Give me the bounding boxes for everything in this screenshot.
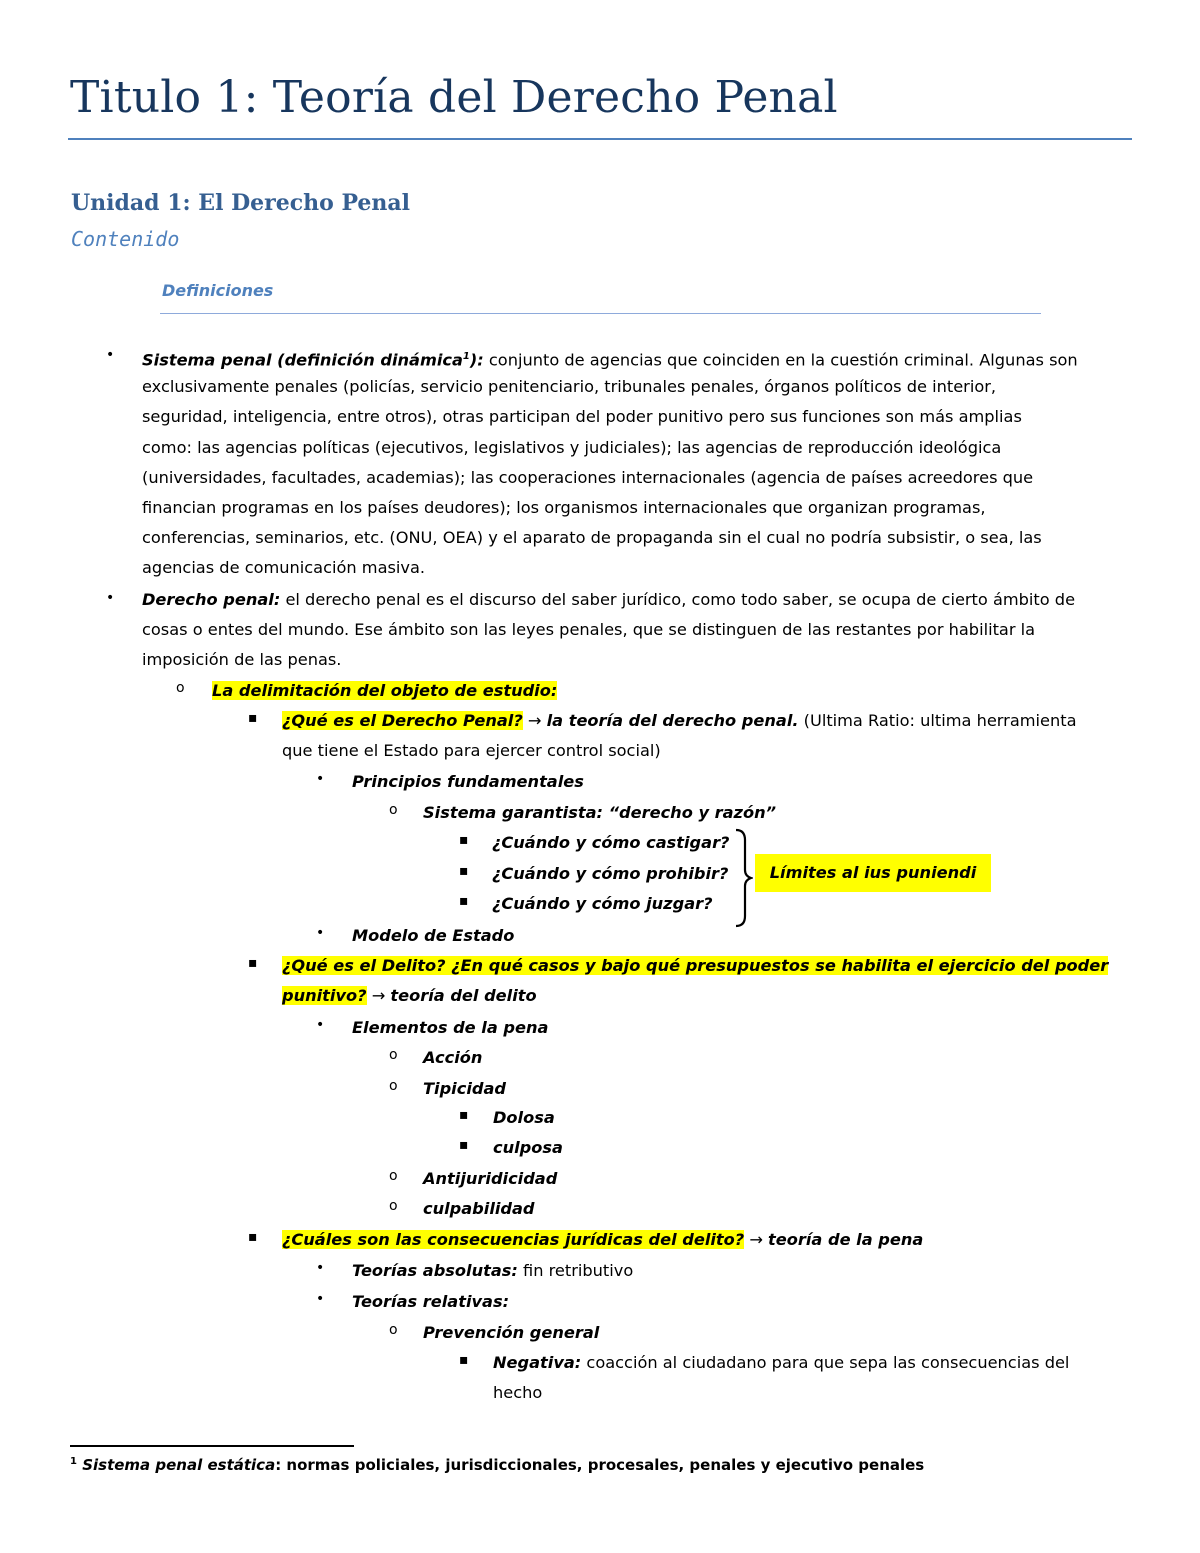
item-negativa: [493, 1348, 1069, 1378]
heading-definiciones: Definiciones: [162, 281, 274, 300]
arrow-icon: →: [366, 986, 391, 1005]
text-line: el derecho penal es el discurso del saber jurídico, como todo saber, se ocupa de cierto ámbito de: [280, 590, 1076, 609]
title-underline: [68, 138, 1132, 140]
bullet-circle: o: [389, 1322, 398, 1338]
term-sistema-penal-end: ):: [469, 350, 484, 370]
absolutas-term: Teorías absolutas:: [352, 1261, 518, 1280]
text-line: agencias de comunicación masiva.: [142, 558, 426, 578]
item-q1: [282, 706, 1077, 736]
bullet-square: ▪: [248, 710, 258, 726]
bullet-disc: •: [316, 1260, 325, 1276]
text-line: cosas o entes del mundo. Ese ámbito son las leyes penales, que se distinguen de las restantes por habilitar la: [142, 620, 1036, 640]
text-line: financian programas en los países deudores); los organismos internacionales que organizan programas,: [142, 497, 986, 517]
footnote-text: : normas policiales, jurisdiccionales, procesales, penales y ejecutivo penales: [275, 1456, 925, 1474]
bullet-circle: o: [389, 1047, 398, 1063]
item-prevencion: Prevención general: [423, 1323, 600, 1342]
text-line: (universidades, facultades, academias); las cooperaciones internacionales (agencia de países acreedores que: [142, 467, 1034, 487]
bullet-disc: •: [316, 1017, 325, 1033]
item-q2: [282, 951, 1108, 981]
paragraph-derecho-penal: [142, 585, 1130, 676]
item-principios: Principios fundamentales: [352, 772, 584, 791]
footnote-term: Sistema penal estática: [82, 1456, 276, 1474]
item-absolutas: [352, 1256, 633, 1286]
item-garantista: Sistema garantista: “derecho y razón”: [423, 803, 777, 822]
text-line: seguridad, inteligencia, entre otros), otras participan del poder punitivo pero sus funciones son más amplias: [142, 407, 1022, 427]
q1-answer: la teoría del derecho penal.: [546, 711, 799, 730]
q2-question-cont: punitivo?: [282, 986, 367, 1005]
item-culpabilidad: culpabilidad: [423, 1199, 535, 1218]
bullet-square: ▪: [248, 955, 258, 971]
bullet-circle: o: [389, 1168, 398, 1184]
footnote-separator: [70, 1445, 354, 1447]
right-brace-icon: [733, 828, 753, 928]
bullet-square: ▪: [459, 893, 469, 909]
footnote-mark: 1: [70, 1456, 77, 1467]
bullet-square: ▪: [459, 1107, 469, 1123]
item-negativa-cont: hecho: [493, 1383, 543, 1402]
delimitacion-text: La delimitación del objeto de estudio:: [212, 681, 558, 700]
bullet-square: ▪: [248, 1229, 258, 1245]
item-modelo: Modelo de Estado: [352, 926, 515, 945]
bullet-square: ▪: [459, 832, 469, 848]
bullet-circle: o: [389, 1078, 398, 1094]
q2-answer: teoría del delito: [390, 986, 537, 1005]
negativa-term: Negativa:: [493, 1353, 582, 1372]
bullet-circle: o: [389, 1198, 398, 1214]
text-line: imposición de las penas.: [142, 650, 342, 670]
q2-question: ¿Qué es el Delito? ¿En qué casos y bajo qué presupuestos se habilita el ejercicio del poder: [282, 956, 1109, 975]
item-q2-cont: [282, 981, 537, 1011]
item-cuando-prohibir: ¿Cuándo y cómo prohibir?: [492, 864, 729, 883]
bullet-disc: •: [316, 925, 325, 941]
term-sistema-penal: Sistema penal (definición dinámica: [142, 350, 463, 370]
item-cuando-castigar: ¿Cuándo y cómo castigar?: [492, 833, 730, 852]
document-title: Titulo 1: Teoría del Derecho Penal: [70, 72, 838, 123]
arrow-icon: →: [522, 711, 547, 730]
bullet-square: ▪: [459, 863, 469, 879]
negativa-text: coacción al ciudadano para que sepa las consecuencias del: [581, 1353, 1070, 1372]
item-q1-cont: que tiene el Estado para ejercer control social): [282, 741, 661, 760]
bullet-square: ▪: [459, 1352, 469, 1368]
limites-callout: Límites al ius puniendi: [755, 854, 991, 892]
q3-answer: teoría de la pena: [768, 1230, 924, 1249]
q1-note: (Ultima Ratio: ultima herramienta: [798, 711, 1077, 730]
absolutas-text: fin retributivo: [517, 1261, 634, 1280]
item-dolosa: Dolosa: [493, 1108, 555, 1127]
bullet-disc: •: [316, 771, 325, 787]
bullet-disc: •: [106, 590, 115, 606]
bullet-circle: o: [389, 802, 398, 818]
item-antijuridicidad: Antijuridicidad: [423, 1169, 558, 1188]
paragraph-sistema-penal: [142, 342, 1130, 584]
text-line: exclusivamente penales (policías, servicio penitenciario, tribunales penales, órganos políticos de interior,: [142, 377, 997, 397]
item-elementos: Elementos de la pena: [352, 1018, 549, 1037]
item-cuando-juzgar: ¿Cuándo y cómo juzgar?: [492, 894, 713, 913]
q3-question: ¿Cuáles son las consecuencias jurídicas del delito?: [282, 1230, 745, 1249]
text-line: como: las agencias políticas (ejecutivos, legislativos y judiciales); las agencias de reproducción ideológica: [142, 437, 1002, 457]
text-line: conferencias, seminarios, etc. (ONU, OEA) y el aparato de propaganda sin el cual no podría subsistir, o sea, las: [142, 528, 1042, 548]
footnote: [70, 1456, 924, 1474]
bullet-circle: o: [176, 680, 185, 696]
arrow-icon: →: [744, 1230, 769, 1249]
item-q3: [282, 1225, 923, 1255]
item-accion: Acción: [423, 1048, 483, 1067]
definiciones-underline: [160, 313, 1041, 314]
item-delimitacion: [212, 676, 557, 706]
bullet-disc: •: [106, 347, 115, 363]
heading-contenido: Contenido: [71, 227, 180, 251]
term-derecho-penal: Derecho penal:: [142, 590, 281, 609]
bullet-disc: •: [316, 1291, 325, 1307]
bullet-square: ▪: [459, 1137, 469, 1153]
footnote-ref[interactable]: 1: [462, 351, 470, 362]
item-culposa: culposa: [493, 1138, 563, 1157]
q1-question: ¿Qué es el Derecho Penal?: [282, 711, 523, 730]
item-tipicidad: Tipicidad: [423, 1079, 506, 1098]
heading-unidad: Unidad 1: El Derecho Penal: [71, 190, 411, 216]
item-relativas: Teorías relativas:: [352, 1292, 510, 1311]
text-line: conjunto de agencias que coinciden en la cuestión criminal. Algunas son: [483, 350, 1078, 370]
